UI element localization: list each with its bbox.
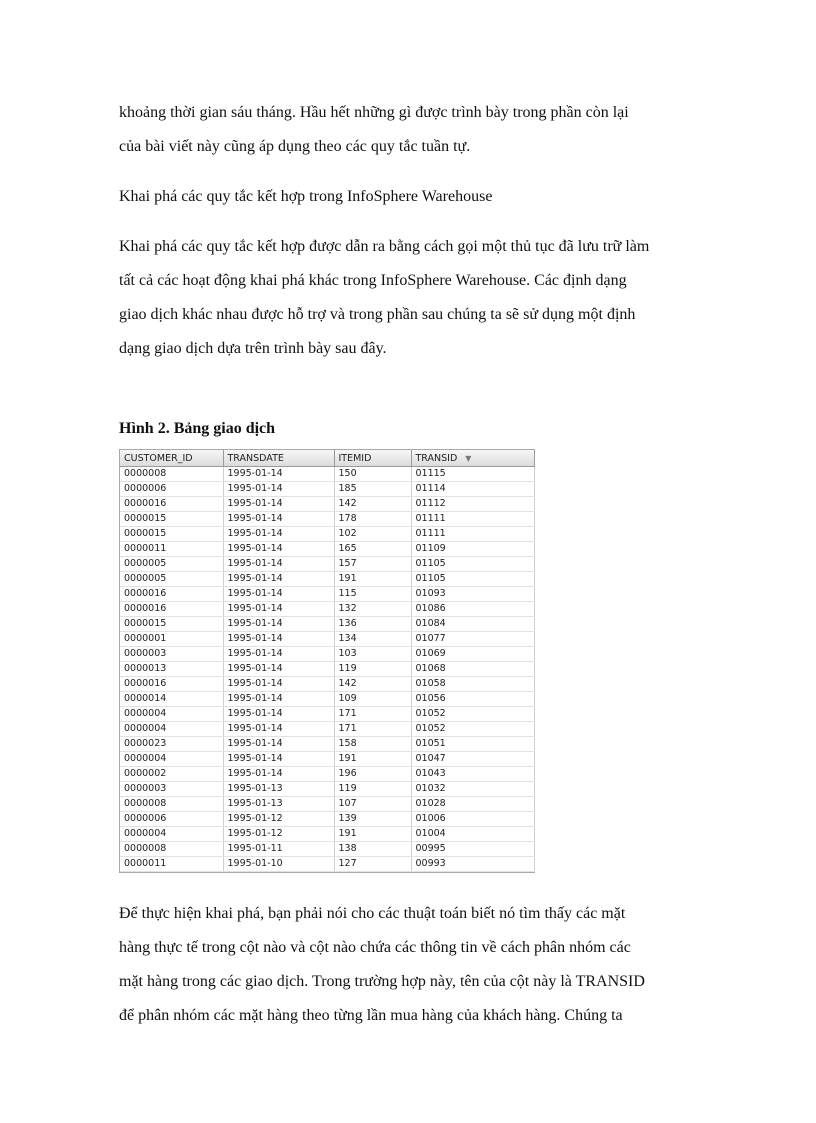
cell-transdate: 1995-01-14 <box>223 497 334 512</box>
cell-itemid: 138 <box>334 842 411 857</box>
cell-transid: 01105 <box>411 572 534 587</box>
section-heading: Khai phá các quy tắc kết hợp trong InfoSphere Warehouse <box>119 188 493 205</box>
paragraph-intro <box>119 105 719 173</box>
cell-customer-id: 0000003 <box>120 782 223 797</box>
cell-transid: 01115 <box>411 467 534 482</box>
table-row[interactable] <box>120 722 534 737</box>
table-row[interactable] <box>120 587 534 602</box>
text-line: tất cả các hoạt động khai phá khác trong InfoSphere Warehouse. Các định dạng <box>119 272 627 289</box>
cell-customer-id: 0000015 <box>120 617 223 632</box>
cell-transdate: 1995-01-14 <box>223 557 334 572</box>
cell-itemid: 134 <box>334 632 411 647</box>
column-header-transdate[interactable]: TRANSDATE <box>223 450 334 467</box>
cell-itemid: 142 <box>334 677 411 692</box>
table-row[interactable] <box>120 857 534 872</box>
cell-itemid: 171 <box>334 707 411 722</box>
cell-transdate: 1995-01-12 <box>223 812 334 827</box>
cell-transdate: 1995-01-14 <box>223 662 334 677</box>
text-line: dạng giao dịch dựa trên trình bày sau đây. <box>119 340 387 357</box>
cell-itemid: 103 <box>334 647 411 662</box>
paragraph-description <box>119 239 719 375</box>
table-row[interactable] <box>120 512 534 527</box>
cell-customer-id: 0000014 <box>120 692 223 707</box>
cell-customer-id: 0000004 <box>120 827 223 842</box>
table-row[interactable] <box>120 482 534 497</box>
table-header-row <box>120 450 534 467</box>
cell-transdate: 1995-01-10 <box>223 857 334 872</box>
cell-itemid: 119 <box>334 782 411 797</box>
table-row[interactable] <box>120 797 534 812</box>
cell-customer-id: 0000015 <box>120 527 223 542</box>
cell-transid: 01056 <box>411 692 534 707</box>
cell-customer-id: 0000005 <box>120 572 223 587</box>
figure-caption: Hình 2. Bảng giao dịch <box>119 420 276 437</box>
table-row[interactable] <box>120 602 534 617</box>
cell-customer-id: 0000004 <box>120 722 223 737</box>
cell-itemid: 191 <box>334 572 411 587</box>
table-row[interactable] <box>120 632 534 647</box>
cell-transdate: 1995-01-14 <box>223 707 334 722</box>
cell-transid: 01028 <box>411 797 534 812</box>
cell-itemid: 107 <box>334 797 411 812</box>
cell-transid: 01058 <box>411 677 534 692</box>
table-row[interactable] <box>120 467 534 482</box>
cell-transdate: 1995-01-14 <box>223 512 334 527</box>
text-line: giao dịch khác nhau được hỗ trợ và trong phần sau chúng ta sẽ sử dụng một định <box>119 306 636 323</box>
cell-customer-id: 0000016 <box>120 677 223 692</box>
cell-customer-id: 0000001 <box>120 632 223 647</box>
cell-transid: 01112 <box>411 497 534 512</box>
cell-transid: 00995 <box>411 842 534 857</box>
cell-itemid: 127 <box>334 857 411 872</box>
cell-transdate: 1995-01-13 <box>223 797 334 812</box>
cell-transid: 01111 <box>411 512 534 527</box>
table-row[interactable] <box>120 812 534 827</box>
cell-customer-id: 0000011 <box>120 542 223 557</box>
cell-transid: 01004 <box>411 827 534 842</box>
cell-itemid: 102 <box>334 527 411 542</box>
cell-customer-id: 0000016 <box>120 587 223 602</box>
cell-customer-id: 0000013 <box>120 662 223 677</box>
cell-transid: 01084 <box>411 617 534 632</box>
paragraph-explanation <box>119 906 719 1042</box>
table-row[interactable] <box>120 662 534 677</box>
cell-customer-id: 0000004 <box>120 707 223 722</box>
text-line: mặt hàng trong các giao dịch. Trong trường hợp này, tên của cột này là TRANSID <box>119 973 645 990</box>
cell-transdate: 1995-01-14 <box>223 602 334 617</box>
column-header-transid[interactable]: TRANSID ▼ <box>411 450 534 467</box>
cell-itemid: 132 <box>334 602 411 617</box>
table-row[interactable] <box>120 692 534 707</box>
text-line: để phân nhóm các mặt hàng theo từng lần mua hàng của khách hàng. Chúng ta <box>119 1007 623 1024</box>
table-row[interactable] <box>120 737 534 752</box>
cell-transdate: 1995-01-14 <box>223 737 334 752</box>
cell-transdate: 1995-01-14 <box>223 467 334 482</box>
cell-transdate: 1995-01-14 <box>223 767 334 782</box>
table-row[interactable] <box>120 767 534 782</box>
cell-itemid: 157 <box>334 557 411 572</box>
cell-customer-id: 0000015 <box>120 512 223 527</box>
cell-customer-id: 0000016 <box>120 602 223 617</box>
column-header-itemid[interactable]: ITEMID <box>334 450 411 467</box>
cell-itemid: 142 <box>334 497 411 512</box>
table-row[interactable] <box>120 617 534 632</box>
text-line: hàng thực tế trong cột nào và cột nào chứa các thông tin về cách phân nhóm các <box>119 939 631 956</box>
text-line: khoảng thời gian sáu tháng. Hầu hết những gì được trình bày trong phần còn lại <box>119 104 629 121</box>
cell-transdate: 1995-01-12 <box>223 827 334 842</box>
cell-transdate: 1995-01-14 <box>223 587 334 602</box>
cell-customer-id: 0000008 <box>120 467 223 482</box>
cell-transid: 01051 <box>411 737 534 752</box>
cell-itemid: 109 <box>334 692 411 707</box>
cell-transid: 01047 <box>411 752 534 767</box>
cell-transdate: 1995-01-14 <box>223 692 334 707</box>
cell-itemid: 158 <box>334 737 411 752</box>
cell-itemid: 178 <box>334 512 411 527</box>
cell-transid: 01114 <box>411 482 534 497</box>
cell-transid: 01077 <box>411 632 534 647</box>
cell-customer-id: 0000005 <box>120 557 223 572</box>
table-row[interactable] <box>120 842 534 857</box>
table-row[interactable] <box>120 677 534 692</box>
cell-transdate: 1995-01-14 <box>223 482 334 497</box>
table-row[interactable] <box>120 707 534 722</box>
cell-transdate: 1995-01-14 <box>223 542 334 557</box>
cell-transdate: 1995-01-14 <box>223 617 334 632</box>
cell-customer-id: 0000008 <box>120 797 223 812</box>
cell-itemid: 115 <box>334 587 411 602</box>
text-line: Khai phá các quy tắc kết hợp được dẫn ra bằng cách gọi một thủ tục đã lưu trữ làm <box>119 238 650 255</box>
column-header-customer-id[interactable]: CUSTOMER_ID <box>120 450 223 467</box>
cell-customer-id: 0000006 <box>120 482 223 497</box>
cell-transid: 01111 <box>411 527 534 542</box>
cell-itemid: 185 <box>334 482 411 497</box>
cell-itemid: 191 <box>334 752 411 767</box>
table-row[interactable] <box>120 557 534 572</box>
cell-transdate: 1995-01-14 <box>223 647 334 662</box>
cell-transdate: 1995-01-14 <box>223 527 334 542</box>
cell-customer-id: 0000003 <box>120 647 223 662</box>
cell-transid: 01069 <box>411 647 534 662</box>
cell-customer-id: 0000016 <box>120 497 223 512</box>
cell-transid: 01086 <box>411 602 534 617</box>
cell-transdate: 1995-01-11 <box>223 842 334 857</box>
cell-transid: 01093 <box>411 587 534 602</box>
table-row[interactable] <box>120 542 534 557</box>
cell-transid: 01043 <box>411 767 534 782</box>
cell-transdate: 1995-01-13 <box>223 782 334 797</box>
table-row[interactable] <box>120 827 534 842</box>
cell-itemid: 136 <box>334 617 411 632</box>
cell-transid: 00993 <box>411 857 534 872</box>
cell-transdate: 1995-01-14 <box>223 632 334 647</box>
cell-transid: 01105 <box>411 557 534 572</box>
cell-customer-id: 0000004 <box>120 752 223 767</box>
cell-itemid: 196 <box>334 767 411 782</box>
cell-transdate: 1995-01-14 <box>223 677 334 692</box>
cell-transid: 01006 <box>411 812 534 827</box>
text-line: của bài viết này cũng áp dụng theo các quy tắc tuần tự. <box>119 138 471 155</box>
cell-transid: 01109 <box>411 542 534 557</box>
transaction-table <box>119 449 535 873</box>
table-row[interactable] <box>120 782 534 797</box>
cell-itemid: 171 <box>334 722 411 737</box>
cell-itemid: 165 <box>334 542 411 557</box>
table-row[interactable] <box>120 647 534 662</box>
cell-itemid: 191 <box>334 827 411 842</box>
cell-customer-id: 0000023 <box>120 737 223 752</box>
cell-transid: 01052 <box>411 707 534 722</box>
cell-customer-id: 0000002 <box>120 767 223 782</box>
cell-transdate: 1995-01-14 <box>223 752 334 767</box>
table-row[interactable] <box>120 752 534 767</box>
table-row[interactable] <box>120 527 534 542</box>
cell-customer-id: 0000006 <box>120 812 223 827</box>
text-line: Để thực hiện khai phá, bạn phải nói cho các thuật toán biết nó tìm thấy các mặt <box>119 905 626 922</box>
cell-customer-id: 0000011 <box>120 857 223 872</box>
cell-transid: 01032 <box>411 782 534 797</box>
cell-transdate: 1995-01-14 <box>223 722 334 737</box>
cell-customer-id: 0000008 <box>120 842 223 857</box>
table-row[interactable] <box>120 572 534 587</box>
cell-transdate: 1995-01-14 <box>223 572 334 587</box>
cell-itemid: 139 <box>334 812 411 827</box>
sort-descending-icon[interactable]: ▼ <box>465 453 472 463</box>
cell-itemid: 150 <box>334 467 411 482</box>
table-row[interactable] <box>120 497 534 512</box>
cell-transid: 01068 <box>411 662 534 677</box>
cell-transid: 01052 <box>411 722 534 737</box>
cell-itemid: 119 <box>334 662 411 677</box>
